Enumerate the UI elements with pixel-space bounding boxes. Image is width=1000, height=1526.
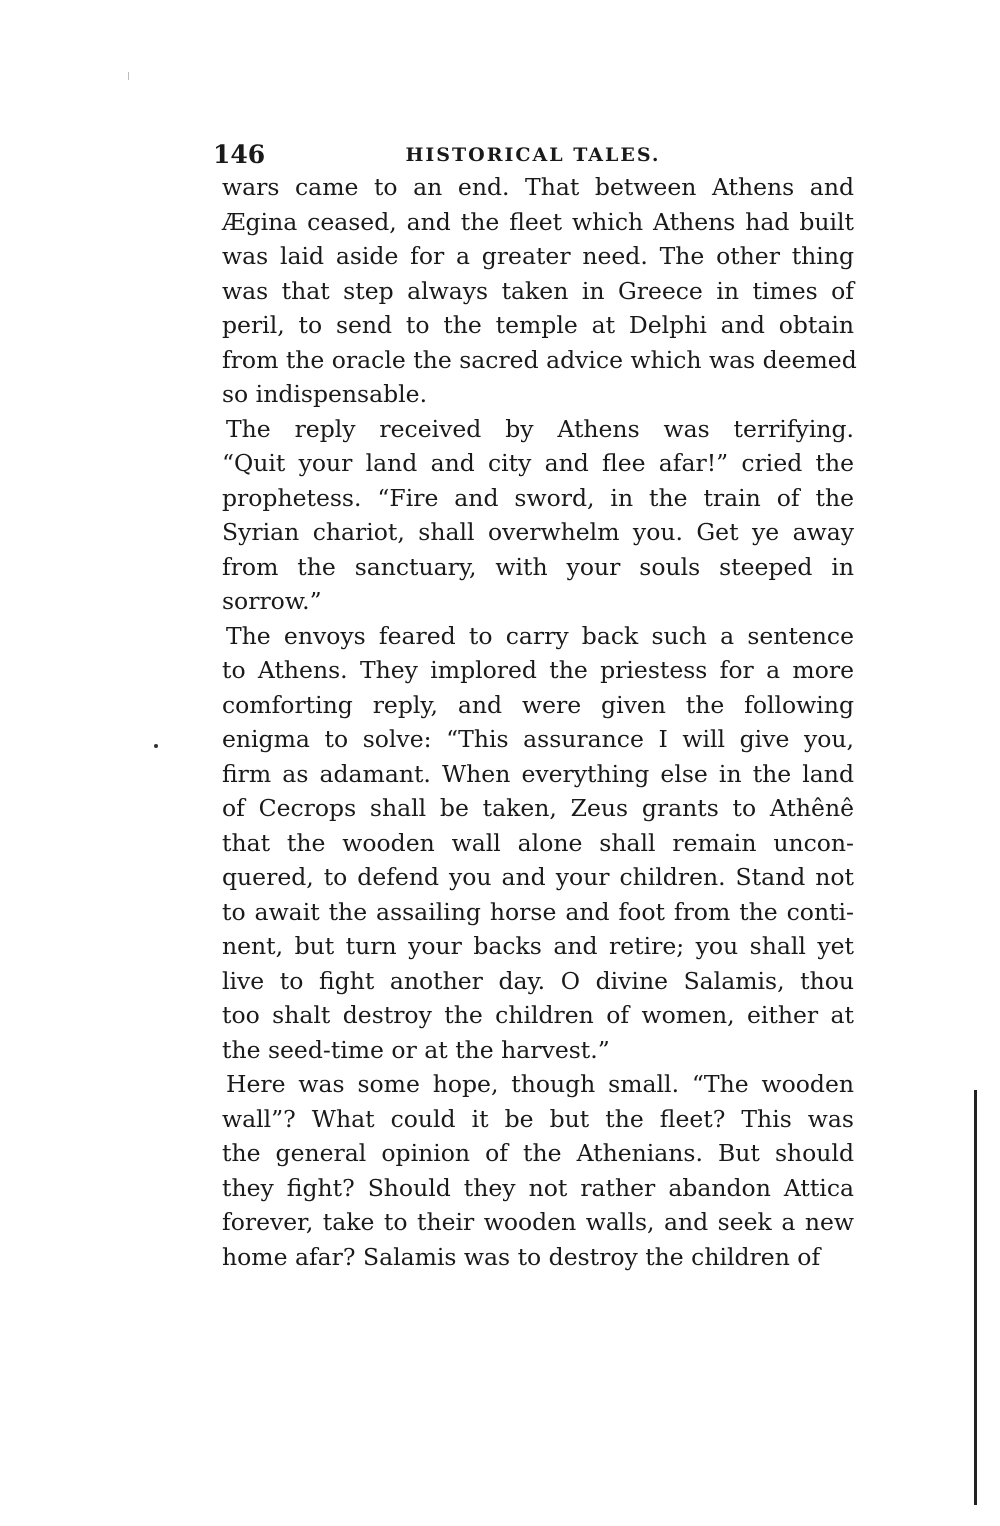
text-line: Ægina ceased, and the fleet which Athens had built (222, 207, 854, 236)
margin-mark (154, 744, 158, 748)
text-line: firm as adamant. When everything else in the land (222, 759, 854, 788)
text-line: to await the assailing horse and foot from the conti- (222, 897, 854, 926)
text-line: home afar? Salamis was to destroy the children of (222, 1242, 821, 1271)
page-number: 146 (213, 140, 266, 169)
running-head: HISTORICAL TALES. (405, 144, 661, 166)
text-line: The envoys feared to carry back such a sentence (226, 621, 854, 650)
paragraph (222, 1067, 854, 1274)
text-line: too shalt destroy the children of women, either at (222, 1001, 854, 1029)
page-body (222, 170, 857, 1274)
text-line: prophetess. “Fire and sword, in the train of the (222, 483, 854, 512)
text-line: forever, take to their wooden walls, and seek a new (222, 1208, 854, 1236)
text-line: enigma to solve: “This assurance I will give you, (222, 725, 854, 753)
text-line: comforting reply, and were given the following (222, 690, 854, 719)
text-line: live to fight another day. O divine Salamis, thou (222, 966, 854, 995)
text-line: was that step always taken in Greece in times of (222, 276, 854, 305)
paragraph (222, 412, 854, 619)
text-line: wars came to an end. That between Athens and (222, 173, 854, 201)
text-line: from the oracle the sacred advice which was deemed (222, 345, 857, 374)
text-line: of Cecrops shall be taken, Zeus grants to Athênê (222, 794, 854, 822)
text-line: the general opinion of the Athenians. But should (222, 1139, 854, 1167)
text-line: Syrian chariot, shall overwhelm you. Get ye away (222, 518, 854, 546)
paragraph (222, 619, 854, 1068)
paragraph (222, 170, 857, 412)
text-line: to Athens. They implored the priestess for a more (222, 656, 854, 684)
text-line: they fight? Should they not rather abandon Attica (222, 1173, 854, 1202)
text-line: sorrow.” (222, 587, 322, 615)
text-line: “Quit your land and city and flee afar!” cried the (222, 449, 854, 477)
text-line: The reply received by Athens was terrifying. (226, 414, 854, 443)
text-line: so indispensable. (222, 380, 428, 408)
scan-speck (128, 72, 129, 80)
page-header (213, 140, 853, 174)
text-line: Here was some hope, though small. “The wooden (226, 1070, 854, 1098)
text-line: nent, but turn your backs and retire; you shall yet (222, 932, 854, 960)
text-line: was laid aside for a greater need. The other thing (222, 242, 854, 270)
text-line: the seed-time or at the harvest.” (222, 1035, 610, 1064)
text-line: peril, to send to the temple at Delphi and obtain (222, 311, 854, 339)
text-line: wall”? What could it be but the fleet? This was (222, 1104, 854, 1133)
text-line: quered, to defend you and your children. Stand not (222, 863, 854, 891)
text-line: from the sanctuary, with your souls steeped in (222, 552, 854, 581)
page-edge-line (974, 1090, 977, 1505)
text-line: that the wooden wall alone shall remain uncon- (222, 828, 854, 857)
